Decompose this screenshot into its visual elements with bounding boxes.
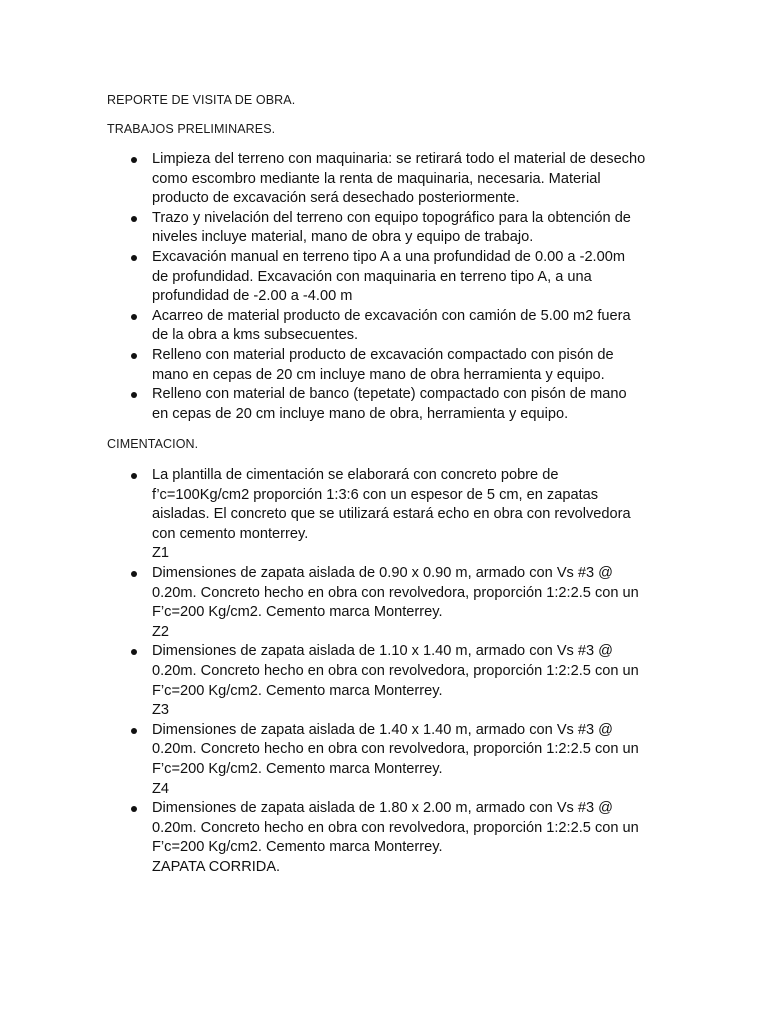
list-item-text-line: Dimensiones de zapata aislada de 1.80 x 2.00 m, armado con Vs #3 @: [152, 800, 614, 817]
list-item-text-line: profundidad de -2.00 a -4.00 m: [152, 288, 353, 305]
list-item-text-line: Dimensiones de zapata aislada de 0.90 x 0.90 m, armado con Vs #3 @: [152, 564, 614, 581]
list-item: [0, 466, 768, 564]
list-item-text-line: f’c=100Kg/cm2 proporción 1:3:6 con un espesor de 5 cm, en zapatas: [152, 486, 599, 503]
list-item-text-line: F’c=200 Kg/cm2. Cemento marca Monterrey.: [152, 682, 443, 699]
list-item: [0, 642, 768, 720]
list-item-text-line: Acarreo de material producto de excavación con camión de 5.00 m2 fuera: [152, 307, 631, 324]
list-item-text-line: producto de excavación será desechado posteriormente.: [152, 190, 520, 207]
bullet-icon: [131, 392, 137, 398]
bullet-icon: [131, 728, 137, 734]
bullet-icon: [131, 649, 137, 655]
footing-label: Z1: [152, 545, 170, 562]
bullet-icon: [131, 353, 137, 359]
bullet-icon: [131, 216, 137, 222]
list-item: [0, 564, 768, 642]
document-title: REPORTE DE VISITA DE OBRA.: [107, 93, 296, 107]
preliminares-list: [0, 150, 768, 424]
list-item-text-line: de la obra a kms subsecuentes.: [152, 327, 359, 344]
list-item: [0, 209, 768, 248]
list-item-text-line: F’c=200 Kg/cm2. Cemento marca Monterrey.: [152, 604, 443, 621]
list-item-text-line: 0.20m. Concreto hecho en obra con revolvedora, proporción 1:2:2.5 con un: [152, 662, 639, 679]
list-item-text-line: Dimensiones de zapata aislada de 1.10 x 1.40 m, armado con Vs #3 @: [152, 643, 614, 660]
list-item-text-line: F’c=200 Kg/cm2. Cemento marca Monterrey.: [152, 839, 443, 856]
section-heading-preliminares: TRABAJOS PRELIMINARES.: [107, 122, 276, 136]
list-item: [0, 721, 768, 799]
list-item: [0, 150, 768, 209]
list-item-text-line: Trazo y nivelación del terreno con equipo topográfico para la obtención de: [152, 209, 631, 226]
section-heading-cimentacion: CIMENTACION.: [107, 437, 199, 451]
bullet-icon: [131, 255, 137, 261]
list-item-text-line: F’c=200 Kg/cm2. Cemento marca Monterrey.: [152, 760, 443, 777]
list-item-text-line: Relleno con material de banco (tepetate) compactado con pisón de mano: [152, 386, 627, 403]
list-item-text-line: Excavación manual en terreno tipo A a una profundidad de 0.00 a -2.00m: [152, 248, 625, 265]
list-item-text-line: con cemento monterrey.: [152, 525, 309, 542]
list-item: [0, 248, 768, 307]
footing-label: Z3: [152, 702, 170, 719]
list-item-text-line: 0.20m. Concreto hecho en obra con revolvedora, proporción 1:2:2.5 con un: [152, 584, 639, 601]
footing-label: Z2: [152, 623, 170, 640]
list-item-text-line: Relleno con material producto de excavación compactado con pisón de: [152, 346, 614, 363]
list-item: [0, 346, 768, 385]
list-item-text-line: 0.20m. Concreto hecho en obra con revolvedora, proporción 1:2:2.5 con un: [152, 741, 639, 758]
bullet-icon: [131, 157, 137, 163]
bullet-icon: [131, 806, 137, 812]
list-item-text-line: Dimensiones de zapata aislada de 1.40 x 1.40 m, armado con Vs #3 @: [152, 721, 614, 738]
list-item-text-line: como escombro mediante la renta de maquinaria, necesaria. Material: [152, 170, 601, 187]
bullet-icon: [131, 473, 137, 479]
footing-label: Z4: [152, 780, 170, 797]
list-item-text-line: aisladas. El concreto que se utilizará estará echo en obra con revolvedora: [152, 506, 631, 523]
bullet-icon: [131, 571, 137, 577]
list-item-text-line: 0.20m. Concreto hecho en obra con revolvedora, proporción 1:2:2.5 con un: [152, 819, 639, 836]
cimentacion-list: [0, 466, 768, 877]
list-item: [0, 307, 768, 346]
list-item-text-line: niveles incluye material, mano de obra y equipo de trabajo.: [152, 229, 534, 246]
footing-label: ZAPATA CORRIDA.: [152, 858, 281, 875]
list-item-text-line: de profundidad. Excavación con maquinaria en terreno tipo A, a una: [152, 268, 592, 285]
list-item: [0, 385, 768, 424]
list-item-text-line: mano en cepas de 20 cm incluye mano de obra herramienta y equipo.: [152, 366, 605, 383]
list-item-text-line: en cepas de 20 cm incluye mano de obra, herramienta y equipo.: [152, 405, 569, 422]
list-item-text-line: Limpieza del terreno con maquinaria: se retirará todo el material de desecho: [152, 151, 646, 167]
list-item: [0, 799, 768, 877]
bullet-icon: [131, 314, 137, 320]
list-item-text-line: La plantilla de cimentación se elaborará con concreto pobre de: [152, 467, 559, 483]
